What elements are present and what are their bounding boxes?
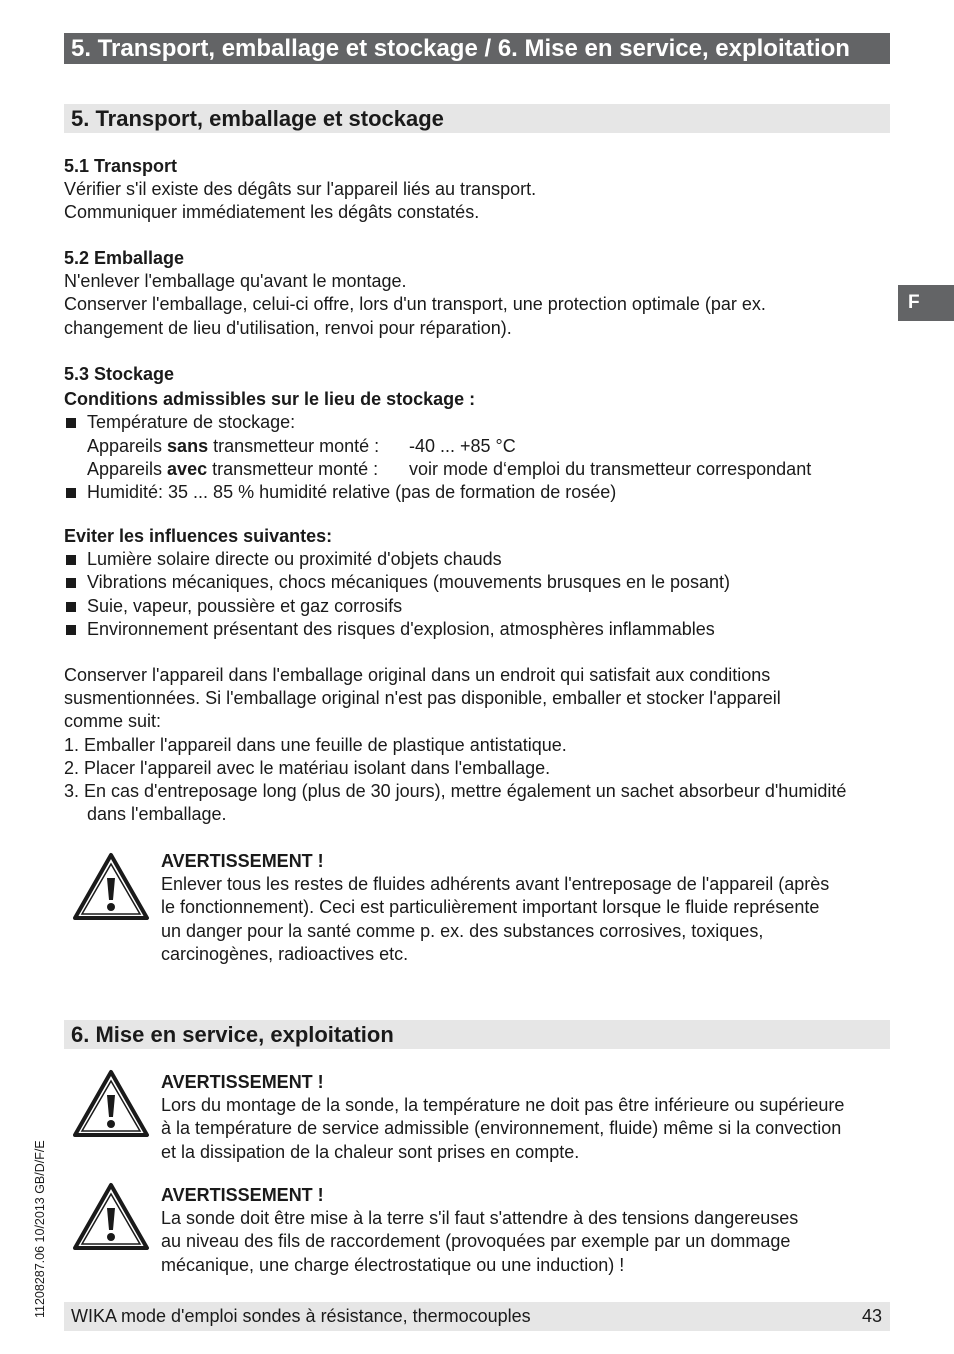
warning-line: La sonde doit être mise à la terre s'il faut s'attendre à des tensions dangereuses [161,1208,799,1229]
storage-section [64,363,890,504]
warning-line: et la dissipation de la chaleur sont prises en compte. [161,1141,580,1162]
warning-line: Enlever tous les restes de fluides adhérents avant l'entreposage de l'appareil (après [161,874,830,895]
transport-section [64,155,890,225]
storage-temp-without-row [64,435,890,458]
warning-title: AVERTISSEMENT ! [161,1185,324,1205]
with-label: Appareils avec transmetteur monté : [87,458,379,479]
document-code: 11208287.06 10/2013 GB/D/F/E [33,1140,47,1318]
storage-warning [64,850,890,966]
avoid-item: Lumière solaire directe ou proximité d'objets chauds [64,548,890,571]
language-tab: F [898,285,954,321]
avoid-section [64,525,890,641]
section-5-title: 5. Transport, emballage et stockage [64,104,890,133]
page-footer [64,1302,890,1331]
storage-humidity-item: Humidité: 35 ... 85 % humidité relative (pas de formation de rosée) [64,481,890,504]
page-header: 5. Transport, emballage et stockage / 6. Mise en service, exploitation [64,33,890,64]
packaging-line: changement de lieu d'utilisation, renvoi pour réparation). [64,317,512,338]
step-item: 2. Placer l'appareil avec le matériau isolant dans l'emballage. [64,757,551,778]
warning-line: un danger pour la santé comme p. ex. des substances corrosives, toxiques, [161,920,764,941]
packaging-line: N'enlever l'emballage qu'avant le montage. [64,271,407,292]
page-number: 43 [861,1306,882,1326]
packaging-line: Conserver l'emballage, celui-ci offre, lors d'un transport, une protection optimale (par ex. [64,294,766,315]
warning-line: au niveau des fils de raccordement (provoquées par exemple par un dommage [161,1231,791,1252]
with-value: voir mode d‘emploi du transmetteur correspondant [409,458,812,479]
storage-conditions-heading: Conditions admissibles sur le lieu de stockage : [64,389,476,410]
warning-title: AVERTISSEMENT ! [161,851,324,871]
warning-triangle-icon [72,852,150,922]
warning-triangle-icon [72,1182,150,1252]
without-label: Appareils sans transmetteur monté : [87,435,380,456]
warning-line: mécanique, une charge électrostatique ou une induction) ! [161,1254,625,1275]
avoid-item: Suie, vapeur, poussière et gaz corrosifs [64,595,890,618]
transport-line: Vérifier s'il existe des dégâts sur l'appareil liés au transport. [64,179,537,200]
transport-line: Communiquer immédiatement les dégâts constatés. [64,202,480,223]
storage-heading: 5.3 Stockage [64,364,175,384]
commissioning-warning-2 [64,1184,890,1277]
transport-heading: 5.1 Transport [64,156,178,176]
warning-triangle-icon [72,1069,150,1139]
without-value: -40 ... +85 °C [409,435,516,456]
warning-line: à la température de service admissible (environnement, fluide) même si la convection [161,1118,842,1139]
keep-line: Conserver l'appareil dans l'emballage original dans un endroit qui satisfait aux conditions [64,665,771,685]
avoid-item: Environnement présentant des risques d'explosion, atmosphères inflammables [64,618,890,641]
storage-temp-item: Température de stockage: [64,411,890,434]
packaging-section [64,247,890,340]
keep-line: susmentionnées. Si l'emballage original n'est pas disponible, emballer et stocker l'appareil [64,688,781,709]
keep-line: comme suit: [64,711,162,732]
step-item: 1. Emballer l'appareil dans une feuille de plastique antistatique. [64,734,567,755]
footer-text: WIKA mode d'emploi sondes à résistance, thermocouples [71,1306,531,1326]
keep-instructions [64,664,890,826]
avoid-heading: Eviter les influences suivantes: [64,526,333,546]
warning-line: le fonctionnement). Ceci est particulièrement important lorsque le fluide représente [161,897,820,918]
packaging-heading: 5.2 Emballage [64,248,185,268]
commissioning-warning-1 [64,1071,890,1164]
warning-title: AVERTISSEMENT ! [161,1072,324,1092]
warning-line: carcinogènes, radioactives etc. [161,943,409,964]
avoid-item: Vibrations mécaniques, chocs mécaniques (mouvements brusques en le posant) [64,571,890,594]
step-item: 3. En cas d'entreposage long (plus de 30 jours), mettre également un sachet absorbeur d'humidité dans l'emballage. [64,781,847,825]
warning-line: Lors du montage de la sonde, la température ne doit pas être inférieure ou supérieure [161,1095,845,1116]
storage-temp-with-row [64,458,890,481]
section-6-title: 6. Mise en service, exploitation [64,1020,890,1049]
